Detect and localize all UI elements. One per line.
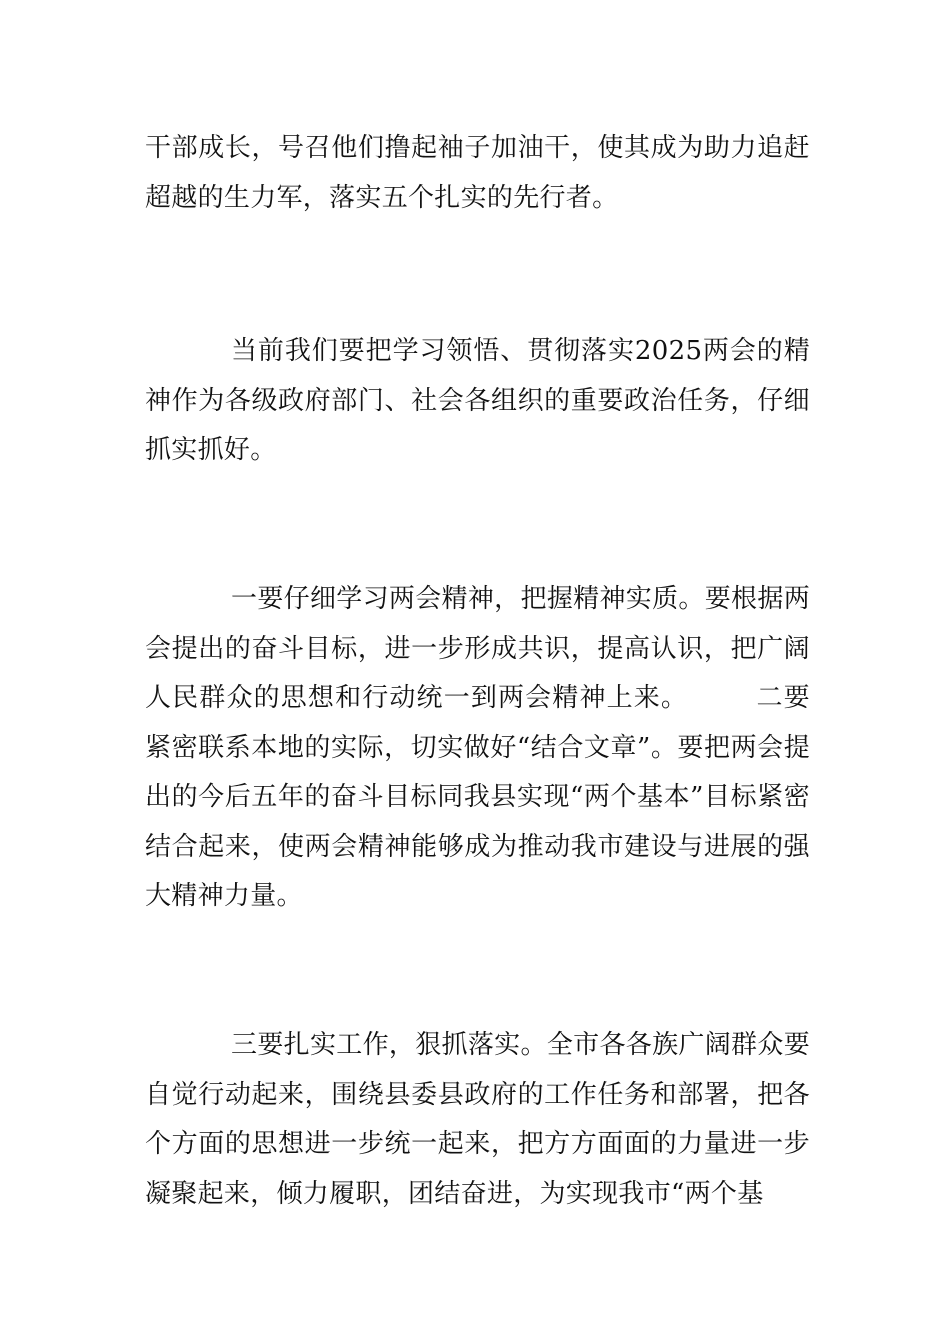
- paragraph-study-implementation: 当前我们要把学习领悟、贯彻落实2025两会的精神作为各级政府部门、社会各组织的重要政治任务，仔细抓实抓好。: [145, 336, 810, 465]
- paragraph-first-second-requirements: 一要仔细学习两会精神，把握精神实质。要根据两会提出的奋斗目标，进一步形成共识，提高认识，把广阔人民群众的思想和行动统一到两会精神上来。 二要紧密联系本地的实际，切实做好“结合文章”。要把两会提出的今后五年的奋斗目标同我县实现“两个基本”目标紧密结合起来，使两会精神能够成为推动我市建设与进展的强大精神力量。: [145, 584, 810, 911]
- paragraph-third-requirement: 三要扎实工作，狠抓落实。全市各各族广阔群众要自觉行动起来，围绕县委县政府的工作任务和部署，把各个方面的思想进一步统一起来，把方方面面的力量进一步凝聚起来，倾力履职，团结奋进，为实现我市“两个基: [145, 1030, 810, 1209]
- paragraph-continuation: 干部成长，号召他们撸起袖子加油干，使其成为助力追赶超越的生力军，落实五个扎实的先行者。: [145, 133, 810, 213]
